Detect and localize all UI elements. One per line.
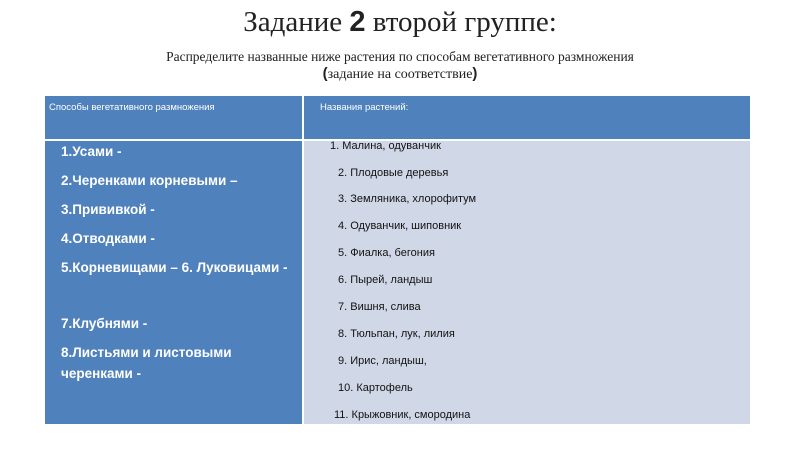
subtitle-line2: задание на соответствие — [327, 67, 473, 82]
header-plants — [304, 96, 750, 139]
plant-item: 8. Тюльпан, лук, лилия — [338, 328, 455, 340]
plant-item: 7. Вишня, слива — [338, 301, 421, 313]
plant-item: 3. Земляника, хлорофитум — [338, 193, 477, 205]
title-suffix: второй группе: — [365, 6, 557, 38]
slide-subtitle — [0, 48, 800, 83]
header-plants-label: Названия растений: — [320, 102, 409, 113]
method-item: 7.Клубнями - — [61, 316, 148, 331]
plant-item: 1. Малина, одуванчик — [330, 140, 441, 152]
plant-item: 10. Картофель — [338, 382, 413, 394]
title-prefix: Задание — [243, 6, 350, 38]
plant-item: 11. Крыжовник, смородина — [334, 409, 471, 421]
methods-column — [45, 141, 302, 424]
title-number: 2 — [349, 6, 366, 38]
plant-item: 2. Плодовые деревья — [338, 167, 449, 179]
plant-item: 9. Ирис, ландыш, — [338, 355, 427, 367]
header-methods: Способы вегетативного размножения — [45, 96, 302, 139]
subtitle-paren-open: ( — [322, 65, 328, 82]
plant-item: 5. Фиалка, бегония — [338, 247, 435, 259]
method-item: 1.Усами - — [61, 144, 122, 159]
method-item: 4.Отводками - — [61, 231, 155, 246]
subtitle-line2-wrap — [0, 65, 800, 83]
method-item: 2.Черенками корневыми – — [61, 173, 238, 188]
matching-table — [45, 96, 750, 424]
plant-item: 6. Пырей, ландыш — [338, 274, 433, 286]
subtitle-paren-close: ) — [472, 65, 478, 82]
slide-title — [0, 6, 800, 39]
subtitle-line1: Распределите названные ниже растения по способам вегетативного размножения — [166, 49, 634, 64]
plant-item: 4. Одуванчик, шиповник — [338, 220, 462, 232]
method-item: 8.Листьями и листовыми черенками - — [61, 345, 232, 381]
method-item: 3.Прививкой - — [61, 202, 155, 217]
plants-column — [304, 141, 750, 424]
method-item: 5.Корневищами – 6. Луковицами - — [61, 260, 288, 275]
